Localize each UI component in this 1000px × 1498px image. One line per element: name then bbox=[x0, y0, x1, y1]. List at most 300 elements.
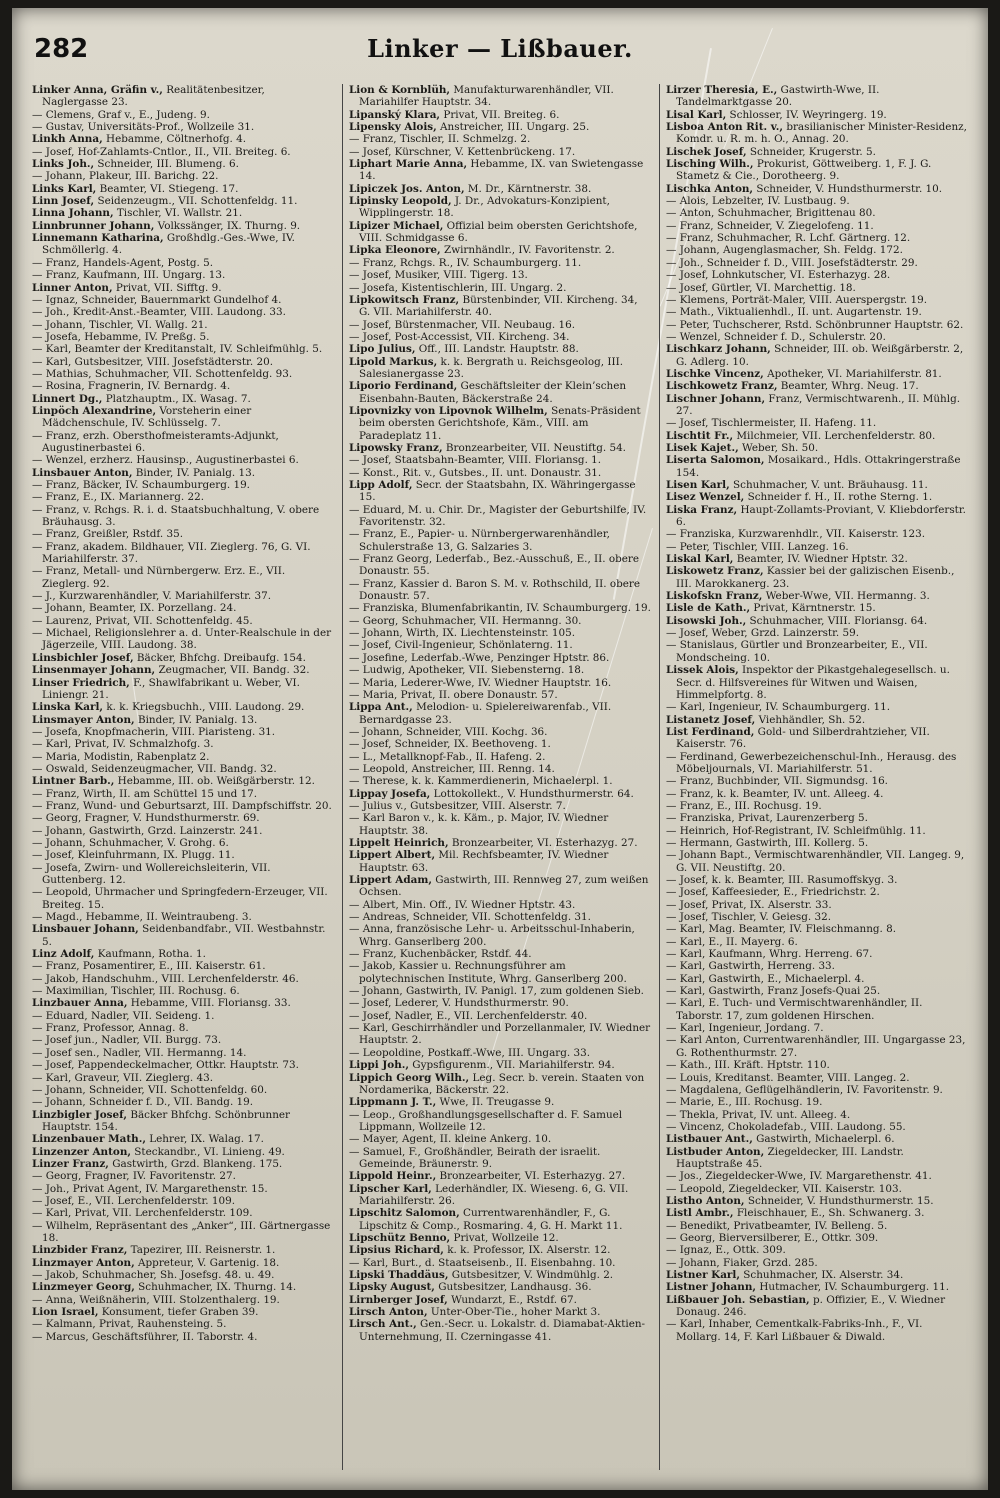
entry-details: — Marcus, Geschäftsführer, II. Taborstr. 4. bbox=[32, 1330, 258, 1343]
entry-details: Gastwirth-Wwe, II. Tandelmarktgasse 20. bbox=[676, 84, 880, 109]
directory-entry bbox=[32, 1195, 334, 1207]
entry-details: Tapezirer, III. Reisnerstr. 1. bbox=[127, 1244, 276, 1257]
directory-entry bbox=[349, 1109, 651, 1134]
entry-surname: Linner Anton, bbox=[32, 281, 113, 294]
entry-details: — Ferdinand, Gewerbezeichenschul-Inh., Herausg. des Möbeljournals, VI. Mariahilferstr. 51. bbox=[666, 750, 957, 775]
directory-entry bbox=[349, 1146, 651, 1171]
directory-entry bbox=[666, 775, 968, 787]
entry-details: — Josefa, Hebamme, IV. Preßg. 5. bbox=[32, 330, 210, 343]
entry-details: — Georg, Fragner, IV. Favoritenstr. 27. bbox=[32, 1170, 236, 1183]
entry-surname: Lischner Johann, bbox=[666, 392, 766, 405]
entry-details: Konsument, tiefer Graben 39. bbox=[98, 1306, 259, 1319]
entry-details: Gypsfigurenm., VII. Mariahilferstr. 94. bbox=[409, 1059, 615, 1072]
entry-details: — Johann, Schuhmacher, V. Grohg. 6. bbox=[32, 836, 229, 849]
entry-details: M. Dr., Kärntnerstr. 38. bbox=[464, 182, 592, 195]
entry-surname: Linzbauer Anna, bbox=[32, 997, 128, 1010]
entry-surname: Listanetz Josef, bbox=[666, 713, 756, 726]
directory-entry bbox=[349, 183, 651, 195]
entry-details: Weber-Wwe, VII. Hermanng. 3. bbox=[762, 590, 930, 603]
entry-details: — Franz, Kuchenbäcker, Rstdf. 44. bbox=[349, 948, 532, 961]
entry-details: Kaufmann, Rotha. 1. bbox=[94, 948, 206, 961]
directory-entry bbox=[666, 664, 968, 701]
entry-details: — Franz, k. k. Beamter, IV. unt. Alleeg. 4. bbox=[666, 787, 884, 800]
entry-details: — Johann, Wirth, IX. Liechtensteinstr. 105. bbox=[349, 627, 576, 640]
entry-details: — Franz, Kassier d. Baron S. M. v. Rothschild, II. obere Donaustr. 57. bbox=[349, 577, 641, 603]
entry-details: — Karl, Privat, IV. Schmalzhofg. 3. bbox=[32, 738, 214, 751]
directory-entry bbox=[666, 997, 968, 1022]
directory-entry bbox=[666, 195, 968, 207]
entry-details: — Marie, E., III. Rochusg. 19. bbox=[666, 1096, 823, 1109]
directory-entry bbox=[666, 442, 968, 454]
entry-surname: Lissek Alois, bbox=[666, 664, 739, 677]
directory-entry bbox=[32, 479, 334, 491]
entry-details: — Franz, Buchbinder, VII. Sigmundsg. 16. bbox=[666, 775, 888, 788]
entry-details: Gold- und Silberdrahtzieher, VII. Kaiserstr. 76. bbox=[676, 725, 930, 751]
entry-surname: Lipski Thaddäus, bbox=[349, 1269, 449, 1281]
entry-details: — Franz, E., Papier- u. Nürnbergerwarenhändler, Schulerstraße 13, G. Salzaries 3. bbox=[349, 528, 610, 553]
directory-entry bbox=[666, 1084, 968, 1096]
entry-details: brasilianischer Minister-Residenz, Komdr. u. R. m. h. O., Annag. 20. bbox=[676, 121, 967, 146]
entry-details: Franz, Vermischtwarenh., II. Mühlg. 27. bbox=[676, 392, 961, 417]
directory-entry bbox=[349, 1306, 651, 1318]
directory-entry bbox=[349, 849, 651, 874]
directory-page bbox=[12, 8, 988, 1490]
directory-entry bbox=[32, 220, 334, 232]
entry-details: — Vincenz, Chokoladefab., VIII. Laudong. 55. bbox=[666, 1120, 906, 1133]
directory-entry bbox=[32, 1257, 334, 1269]
entry-details: Schneider f. H., II. rothe Sterng. 1. bbox=[744, 491, 933, 504]
directory-entry bbox=[666, 1170, 968, 1182]
entry-surname: Linker Anna, Gräfin v., bbox=[32, 84, 163, 96]
directory-entry bbox=[32, 1133, 334, 1145]
entry-details: Schneider, III. ob. Weißgärberstr. 2, G. Adlerg. 10. bbox=[676, 343, 964, 368]
entry-surname: Lipka Eleonore, bbox=[349, 244, 441, 257]
entry-details: — Franz, Wund- und Geburtsarzt, III. Dampfschiffstr. 20. bbox=[32, 799, 332, 812]
entry-details: — Franziska, Privat, Laurenzerberg 5. bbox=[666, 812, 868, 825]
entry-details: — Josef, Kürschner, V. Kettenbrückeng. 17. bbox=[349, 145, 576, 158]
entry-details: — Karl, Mag. Beamter, IV. Fleischmanng. 8. bbox=[666, 923, 897, 936]
directory-entry bbox=[349, 146, 651, 158]
entry-surname: Linzenbauer Math., bbox=[32, 1133, 146, 1146]
directory-column-middle bbox=[342, 84, 651, 1470]
entry-details: Bronzearbeiter, VI. Esterhazyg. 27. bbox=[436, 1170, 626, 1183]
directory-entry bbox=[349, 615, 651, 627]
directory-entry bbox=[32, 282, 334, 294]
entry-surname: Lipiczek Jos. Anton, bbox=[349, 182, 465, 195]
entry-details: Steckandbr., VI. Linieng. 49. bbox=[131, 1145, 285, 1158]
entry-details: — Franziska, Blumenfabrikantin, IV. Schaumburgerg. 19. bbox=[349, 602, 651, 615]
directory-entry bbox=[666, 1034, 968, 1059]
directory-entry bbox=[349, 812, 651, 837]
entry-surname: Listbauer Ant., bbox=[666, 1133, 753, 1146]
directory-entry bbox=[32, 1022, 334, 1034]
directory-entry bbox=[32, 1306, 334, 1318]
entry-details: Fleischhauer, E., Sh. Schwanerg. 3. bbox=[733, 1207, 925, 1220]
directory-entry bbox=[666, 714, 968, 726]
directory-entry bbox=[32, 1183, 334, 1195]
entry-details: — Franz, Rchgs. R., IV. Schaumburgerg. 11. bbox=[349, 256, 582, 269]
directory-entry bbox=[349, 1022, 651, 1047]
directory-entry bbox=[32, 269, 334, 281]
entry-details: — Therese, k. k. Kammerdienerin, Michaelerpl. 1. bbox=[349, 775, 613, 788]
entry-details: F., Shawlfabrikant u. Weber, VI. Liniengr. 21. bbox=[42, 676, 300, 701]
entry-details: — Magdalena, Geflügelhändlerin, IV. Favoritenstr. 9. bbox=[666, 1083, 943, 1096]
directory-entry bbox=[32, 393, 334, 405]
entry-surname: Liskofskn Franz, bbox=[666, 590, 763, 603]
entry-surname: Linna Johann, bbox=[32, 207, 114, 220]
directory-entry bbox=[666, 627, 968, 639]
entry-details: — Joh., Privat Agent, IV. Margarethenstr. 15. bbox=[32, 1182, 268, 1195]
entry-details: Gutsbesitzer, V. Windmühlg. 2. bbox=[448, 1269, 614, 1281]
directory-entry bbox=[32, 158, 334, 170]
entry-surname: Linnemann Katharina, bbox=[32, 232, 164, 245]
directory-entry bbox=[349, 220, 651, 245]
entry-surname: Linzmeyer Georg, bbox=[32, 1281, 135, 1294]
entry-details: Seidenzeugm., VII. Schottenfeldg. 11. bbox=[94, 195, 298, 208]
directory-entry bbox=[32, 1146, 334, 1158]
directory-entry bbox=[349, 479, 651, 504]
directory-entry bbox=[349, 133, 651, 145]
directory-entry bbox=[32, 368, 334, 380]
entry-details: Wwe, II. Treugasse 9. bbox=[436, 1096, 555, 1109]
entry-details: — Karl, Graveur, VII. Zieglerg. 43. bbox=[32, 1071, 214, 1084]
entry-surname: Lipanský Klara, bbox=[349, 108, 441, 121]
directory-entry bbox=[32, 380, 334, 392]
entry-surname: Lippay Josefa, bbox=[349, 787, 431, 800]
directory-entry bbox=[32, 973, 334, 985]
directory-entry bbox=[666, 109, 968, 121]
directory-entry bbox=[349, 1183, 651, 1208]
entry-surname: Lischtit Fr., bbox=[666, 429, 734, 442]
directory-entry bbox=[32, 454, 334, 466]
entry-details: Lottokollekt., V. Hundsthurmerstr. 64. bbox=[430, 787, 634, 800]
directory-entry bbox=[349, 1269, 651, 1281]
directory-entry bbox=[666, 1269, 968, 1281]
entry-details: — Karl, E. Tuch- und Vermischtwarenhändler, II. Taborstr. 17, zum goldenen Hirschen. bbox=[666, 997, 923, 1022]
directory-entry bbox=[349, 1207, 651, 1232]
entry-details: Appreteur, V. Gartenig. 18. bbox=[134, 1256, 280, 1269]
entry-surname: Lipo Julius, bbox=[349, 343, 416, 356]
entry-details: — Gustav, Universitäts-Prof., Wollzeile 31. bbox=[32, 121, 255, 134]
directory-entry bbox=[32, 133, 334, 145]
entry-details: Bronzearbeiter, VI. Esterhazyg. 27. bbox=[448, 836, 638, 849]
directory-entry bbox=[32, 751, 334, 763]
directory-entry bbox=[666, 158, 968, 183]
entry-details: — Josef, Kleinfuhrmann, IX. Plugg. 11. bbox=[32, 849, 235, 862]
directory-entry bbox=[349, 788, 651, 800]
directory-column-right bbox=[659, 84, 968, 1470]
directory-entry bbox=[666, 84, 968, 109]
entry-details: Kassier bei der galizischen Eisenb., III. Marokkanerg. 23. bbox=[676, 565, 955, 590]
directory-entry bbox=[349, 578, 651, 603]
directory-entry bbox=[32, 714, 334, 726]
entry-surname: Lirnberger Josef, bbox=[349, 1293, 448, 1306]
directory-entry bbox=[32, 627, 334, 652]
entry-details: Milchmeier, VII. Lerchenfelderstr. 80. bbox=[733, 429, 936, 442]
entry-details: — Johann, Schneider, VIII. Kochg. 36. bbox=[349, 725, 548, 738]
directory-entry bbox=[349, 442, 651, 454]
entry-surname: Lisowski Joh., bbox=[666, 614, 747, 627]
directory-entry bbox=[32, 652, 334, 664]
entry-details: — Joh., Kredit-Anst.-Beamter, VIII. Laudong. 33. bbox=[32, 306, 286, 319]
directory-entry bbox=[349, 837, 651, 849]
directory-entry bbox=[32, 1084, 334, 1096]
entry-details: Schuhmacher, IX. Alserstr. 34. bbox=[739, 1269, 904, 1281]
directory-entry bbox=[32, 306, 334, 318]
directory-entry bbox=[349, 652, 651, 664]
directory-entry bbox=[349, 701, 651, 726]
running-title: Linker — Lißbauer. bbox=[367, 34, 633, 63]
entry-details: — Leopoldine, Postkaff.-Wwe, III. Ungarg. 33. bbox=[349, 1046, 591, 1059]
entry-surname: Listl Ambr., bbox=[666, 1207, 734, 1220]
entry-details: — Franz, E., III. Rochusg. 19. bbox=[666, 799, 822, 812]
entry-surname: Linska Karl, bbox=[32, 701, 104, 714]
entry-surname: Lisle de Kath., bbox=[666, 602, 751, 615]
entry-surname: Linsmayer Anton, bbox=[32, 713, 135, 726]
directory-entry bbox=[349, 664, 651, 676]
directory-entry bbox=[32, 886, 334, 911]
entry-details: — Franz, erzh. Obersthofmeisteramts-Adjunkt, Augustinerbastei 6. bbox=[32, 429, 279, 454]
directory-entry bbox=[349, 319, 651, 331]
entry-details: — Johann, Schneider f. D., VII. Bandg. 19. bbox=[32, 1096, 254, 1109]
directory-entry bbox=[349, 405, 651, 442]
directory-entry bbox=[666, 1294, 968, 1319]
entry-details: Seidenbandfabr., VII. Westbahnstr. 5. bbox=[42, 923, 326, 948]
entry-details: — Eduard, Nadler, VII. Seideng. 1. bbox=[32, 1009, 215, 1022]
entry-details: Bäcker, Bhfchg. Dreibaufg. 154. bbox=[133, 651, 306, 664]
directory-entry bbox=[666, 282, 968, 294]
directory-entry bbox=[32, 565, 334, 590]
entry-surname: Lippert Albert, bbox=[349, 849, 436, 862]
directory-entry bbox=[32, 1220, 334, 1245]
entry-details: Privat, Kärntnerstr. 15. bbox=[750, 602, 876, 615]
entry-surname: Lipsius Richard, bbox=[349, 1244, 444, 1257]
entry-details: — Johann, Gastwirth, IV. Panigl. 17, zum goldenen Sieb. bbox=[349, 985, 644, 998]
entry-details: — Johann, Tischler, VI. Wallg. 21. bbox=[32, 318, 208, 331]
directory-entry bbox=[666, 306, 968, 318]
entry-details: — Johann, Beamter, IX. Porzellang. 24. bbox=[32, 602, 237, 615]
directory-entry bbox=[32, 1207, 334, 1219]
entry-details: — Franz, Schneider, V. Ziegelofeng. 11. bbox=[666, 219, 874, 232]
directory-entry bbox=[349, 639, 651, 651]
entry-surname: List Ferdinand, bbox=[666, 725, 755, 738]
entry-details: — Ludwig, Apotheker, VII. Siebensterng. 18. bbox=[349, 664, 585, 677]
entry-details: — Josef, Schneider, IX. Beethoveng. 1. bbox=[349, 738, 551, 751]
directory-entry bbox=[666, 590, 968, 602]
entry-details: — Franz, Handels-Agent, Postg. 5. bbox=[32, 256, 214, 269]
directory-entry bbox=[349, 528, 651, 553]
entry-details: Hebamme, IX. van Swietengasse 14. bbox=[359, 158, 644, 183]
entry-surname: Linnert Dg., bbox=[32, 392, 103, 405]
entry-details: — Joh., Schneider f. D., VIII. Josefstädterstr. 29. bbox=[666, 256, 918, 269]
entry-details: Schuhmacher, V. unt. Bräuhausg. 11. bbox=[729, 479, 928, 491]
entry-details: — Albert, Min. Off., IV. Wiedner Hptstr. 43. bbox=[349, 898, 576, 911]
entry-details: J. Dr., Advokaturs-Konzipient, Wipplingerstr. 18. bbox=[359, 195, 610, 220]
directory-entry bbox=[666, 1022, 968, 1034]
entry-surname: Links Joh., bbox=[32, 158, 95, 171]
entry-details: — Leopold, Ziegeldecker, VII. Kaiserstr. 103. bbox=[666, 1182, 902, 1195]
entry-details: — Johann, Plakeur, III. Barichg. 22. bbox=[32, 170, 219, 183]
directory-entry bbox=[666, 319, 968, 331]
directory-entry bbox=[349, 911, 651, 923]
directory-entry bbox=[349, 1096, 651, 1108]
directory-entry bbox=[349, 1257, 651, 1269]
entry-details: — Michael, Religionslehrer a. d. Unter-Realschule in der Jägerzeile, VIII. Laudong. 38. bbox=[32, 627, 332, 652]
directory-entry bbox=[32, 1158, 334, 1170]
entry-details: — Franz, Schuhmacher, R. Lchf. Gärtnerg. 12. bbox=[666, 232, 911, 245]
entry-details: — Josef, Tischlermeister, II. Hafeng. 11. bbox=[666, 417, 877, 430]
directory-entry bbox=[349, 84, 651, 109]
directory-entry bbox=[666, 541, 968, 553]
entry-surname: Linz Adolf, bbox=[32, 948, 95, 961]
directory-entry bbox=[32, 701, 334, 713]
directory-entry bbox=[32, 862, 334, 887]
directory-entry bbox=[349, 257, 651, 269]
entry-details: — Josef, Lederer, V. Hundsthurmerstr. 90. bbox=[349, 997, 569, 1010]
directory-entry bbox=[666, 886, 968, 898]
entry-details: — Georg, Bierversilberer, E., Ottkr. 309. bbox=[666, 1231, 879, 1244]
entry-details: — Josefine, Lederfab.-Wwe, Penzinger Hptstr. 86. bbox=[349, 651, 610, 664]
entry-details: — Franz, akadem. Bildhauer, VII. Zieglerg. 76, G. VI. Mariahilferstr. 37. bbox=[32, 540, 311, 566]
directory-entry bbox=[32, 1059, 334, 1071]
directory-entry bbox=[32, 738, 334, 750]
directory-entry bbox=[666, 269, 968, 281]
directory-entry bbox=[666, 1096, 968, 1108]
entry-details: Schuhmacher, VIII. Floriansg. 64. bbox=[746, 614, 928, 627]
entry-surname: Lippi Joh., bbox=[349, 1059, 409, 1072]
entry-surname: Lipold Markus, bbox=[349, 355, 438, 368]
entry-surname: Lisek Kajet., bbox=[666, 441, 739, 454]
directory-entry bbox=[32, 109, 334, 121]
directory-entry bbox=[32, 590, 334, 602]
entry-details: Mil. Rechfsbeamter, IV. Wiedner Hauptstr. 63. bbox=[359, 849, 609, 874]
entry-surname: Linzbider Franz, bbox=[32, 1244, 128, 1257]
entry-details: — Josef, Hof-Zahlamts-Cntlor., II., VII. Breiteg. 6. bbox=[32, 145, 291, 158]
directory-entry bbox=[32, 1318, 334, 1330]
directory-entry bbox=[349, 874, 651, 899]
directory-entry bbox=[349, 1294, 651, 1306]
directory-entry bbox=[349, 244, 651, 256]
directory-entry bbox=[32, 1331, 334, 1343]
entry-details: Privat, Wollzeile 12. bbox=[450, 1231, 559, 1244]
entry-details: — Josef, k. k. Beamter, III. Rasumoffskyg. 3. bbox=[666, 874, 898, 886]
directory-entry bbox=[32, 491, 334, 503]
entry-details: Privat, VII. Breiteg. 6. bbox=[440, 108, 560, 121]
entry-details: — Peter, Tuchscherer, Rstd. Schönbrunner Hauptstr. 62. bbox=[666, 318, 964, 331]
entry-details: — Josefa, Zwirn- und Wollereichsleiterin, VII. Guttenberg. 12. bbox=[32, 861, 271, 886]
entry-details: — Karl, Ingenieur, IV. Schaumburgerg. 11. bbox=[666, 701, 891, 714]
entry-surname: Lischka Anton, bbox=[666, 182, 754, 195]
entry-details: Hebamme, Cöltnerhofg. 4. bbox=[102, 133, 247, 146]
entry-details: — Mayer, Agent, II. kleine Ankerg. 10. bbox=[349, 1133, 552, 1146]
directory-entry bbox=[32, 923, 334, 948]
directory-columns bbox=[32, 84, 968, 1470]
directory-entry bbox=[666, 1109, 968, 1121]
directory-entry bbox=[32, 343, 334, 355]
directory-entry bbox=[666, 923, 968, 935]
directory-entry bbox=[666, 183, 968, 195]
entry-details: p. Offizier, E., V. Wiedner Donaug. 246. bbox=[676, 1293, 946, 1319]
directory-entry bbox=[32, 911, 334, 923]
entry-details: — Magd., Hebamme, II. Weintraubeng. 3. bbox=[32, 911, 252, 924]
entry-details: Geschäftsleiter der Klein’schen Eisenbahn-Bauten, Bäckerstraße 24. bbox=[359, 380, 627, 405]
directory-entry bbox=[32, 1109, 334, 1134]
entry-details: — Anna, Weißnäherin, VIII. Stolzenthalerg. 19. bbox=[32, 1293, 280, 1306]
directory-entry bbox=[666, 701, 968, 713]
directory-entry bbox=[666, 825, 968, 837]
directory-entry bbox=[666, 874, 968, 886]
entry-surname: Lipovnizky von Lipovnok Wilhelm, bbox=[349, 404, 548, 417]
directory-entry bbox=[666, 393, 968, 418]
entry-details: Schneider, III. Blumeng. 6. bbox=[94, 158, 239, 171]
directory-entry bbox=[32, 405, 334, 430]
directory-entry bbox=[349, 195, 651, 220]
entry-details: — Franz, Tischler, II. Schmelzg. 2. bbox=[349, 133, 531, 146]
directory-entry bbox=[32, 356, 334, 368]
entry-details: — Karl Anton, Currentwarenhändler, III. Ungargasse 23, G. Rothenthurmstr. 27. bbox=[666, 1034, 966, 1059]
directory-entry bbox=[666, 985, 968, 997]
entry-details: — Franziska, Kurzwarenhdlr., VII. Kaiserstr. 123. bbox=[666, 528, 926, 541]
directory-entry bbox=[666, 973, 968, 985]
directory-entry bbox=[32, 960, 334, 972]
directory-entry bbox=[666, 948, 968, 960]
entry-surname: Liska Franz, bbox=[666, 503, 738, 516]
entry-surname: Lipp Adolf, bbox=[349, 479, 413, 491]
directory-entry bbox=[32, 1281, 334, 1293]
entry-surname: Linzer Franz, bbox=[32, 1157, 109, 1170]
entry-details: Unter-Ober-Tie., hoher Markt 3. bbox=[427, 1306, 601, 1319]
entry-details: — Jakob, Handschuhm., VIII. Lerchenfelderstr. 46. bbox=[32, 972, 299, 985]
directory-entry bbox=[349, 356, 651, 381]
entry-details: — Josef, Musiker, VIII. Tigerg. 13. bbox=[349, 269, 528, 282]
directory-entry bbox=[349, 985, 651, 997]
entry-details: — Klemens, Porträt-Maler, VIII. Auerspergstr. 19. bbox=[666, 293, 928, 306]
directory-entry bbox=[349, 738, 651, 750]
entry-surname: Linkh Anna, bbox=[32, 133, 103, 146]
entry-details: — Georg, Fragner, V. Hundsthurmerstr. 69. bbox=[32, 812, 260, 825]
directory-entry bbox=[349, 553, 651, 578]
entry-surname: Lischkowetz Franz, bbox=[666, 380, 778, 393]
directory-entry bbox=[349, 960, 651, 985]
entry-details: — Karl, Kaufmann, Whrg. Herreng. 67. bbox=[666, 948, 873, 961]
entry-surname: Lipinsky Leopold, bbox=[349, 195, 452, 208]
entry-details: Lehrer, IX. Walag. 17. bbox=[145, 1133, 264, 1146]
directory-entry bbox=[666, 1072, 968, 1084]
entry-details: — Karl, Ingenieur, Jordang. 7. bbox=[666, 1022, 824, 1035]
entry-details: Apotheker, VI. Mariahilferstr. 81. bbox=[763, 367, 942, 380]
entry-details: Großhdlg.-Ges.-Wwe, IV. Schmöllerlg. 4. bbox=[42, 232, 295, 257]
directory-entry bbox=[349, 997, 651, 1009]
directory-entry bbox=[349, 269, 651, 281]
entry-details: — Karl, Privat, VII. Lerchenfelderstr. 109. bbox=[32, 1207, 253, 1220]
entry-details: — Konst., Rit. v., Gutsbes., II. unt. Donaustr. 31. bbox=[349, 466, 602, 479]
entry-surname: Lippmann J. T., bbox=[349, 1096, 437, 1109]
directory-entry bbox=[32, 430, 334, 455]
entry-details: Schneider, V. Hundsthurmerstr. 15. bbox=[744, 1194, 934, 1207]
directory-entry bbox=[666, 257, 968, 269]
directory-entry bbox=[32, 504, 334, 529]
entry-details: — Karl, Beamter der Kreditanstalt, IV. Schleifmühlg. 5. bbox=[32, 343, 323, 356]
directory-entry bbox=[666, 1318, 968, 1343]
directory-entry bbox=[349, 751, 651, 763]
entry-details: Gutsbesitzer, Landhausg. 36. bbox=[434, 1281, 592, 1294]
entry-details: — Wenzel, Schneider f. D., Schulerstr. 20. bbox=[666, 330, 886, 343]
entry-surname: Lipkowitsch Franz, bbox=[349, 293, 460, 306]
entry-surname: Liskowetz Franz, bbox=[666, 565, 764, 578]
entry-details: — Karl, Inhaber, Cementkalk-Fabriks-Inh., F., VI. Mollarg. 14, F. Karl Lißbauer & Diwald. bbox=[666, 1318, 923, 1343]
entry-details: — Maria, Privat, II. obere Donaustr. 57. bbox=[349, 688, 558, 701]
entry-details: Viehhändler, Sh. 52. bbox=[755, 713, 866, 726]
